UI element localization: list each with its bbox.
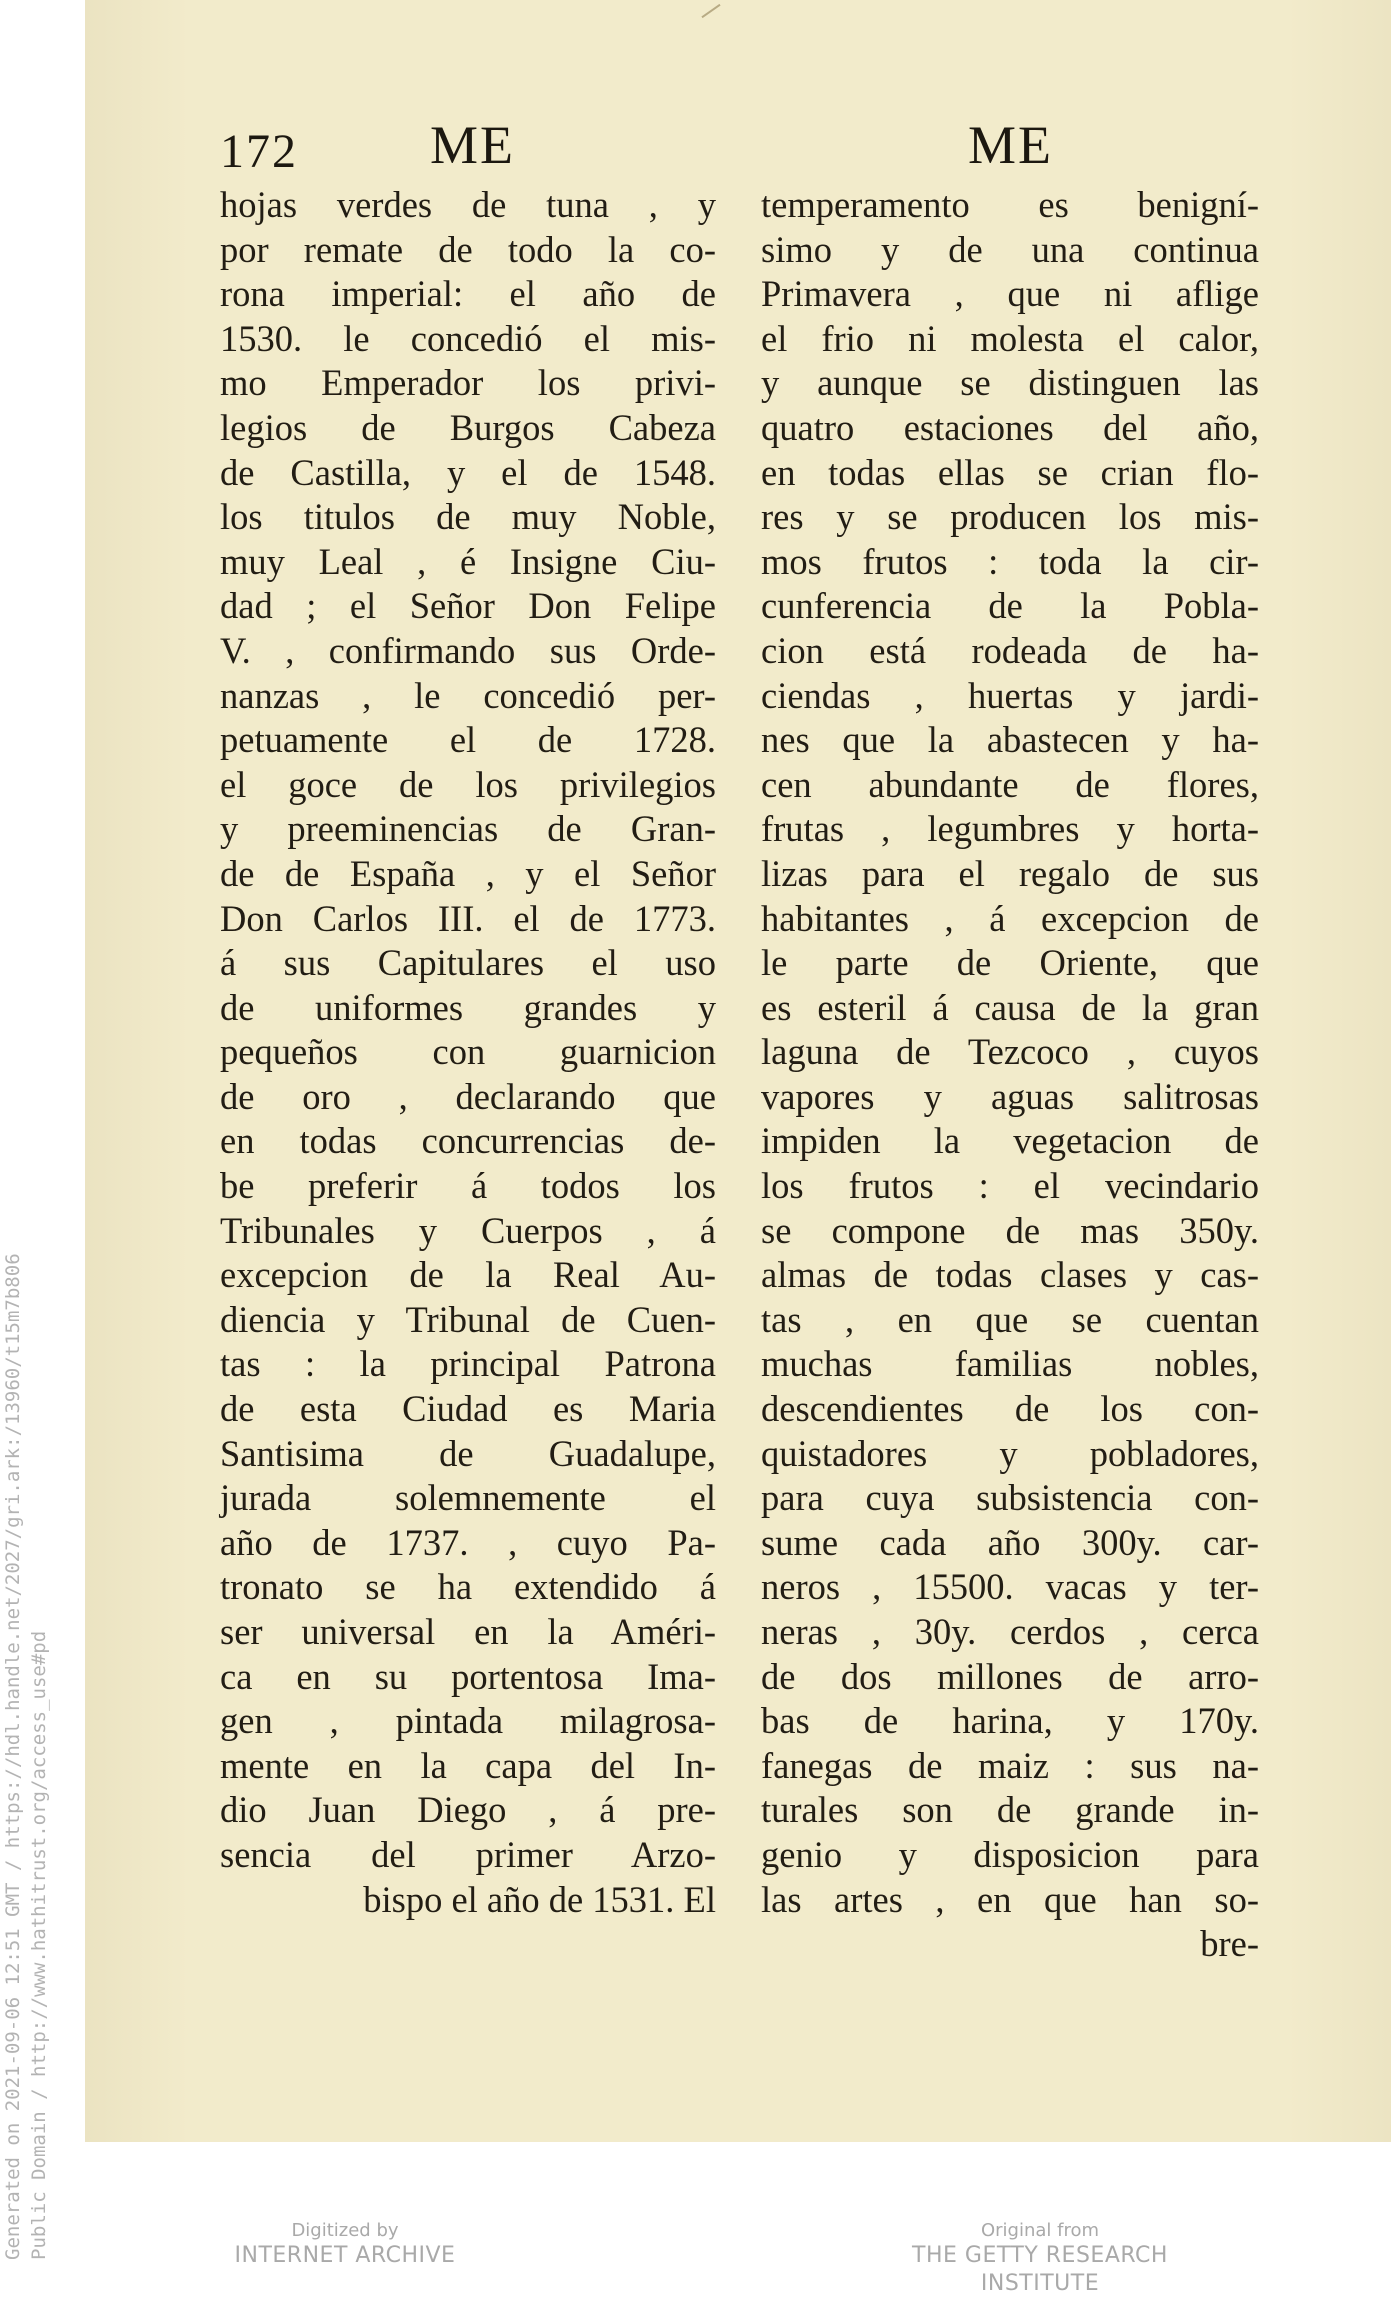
text-line: de dos millones de arro- [761, 1655, 1259, 1697]
running-header-left: ME [430, 115, 515, 175]
text-line: tas , en que se cuentan [761, 1298, 1259, 1340]
text-line: nes que la abastecen y ha- [761, 719, 1259, 761]
text-line: neras , 30y. cerdos , cerca [761, 1611, 1259, 1652]
text-line: nanzas , le concedió per- [220, 674, 716, 716]
digitized-by-label: Digitized by [291, 2220, 399, 2241]
original-from-label: Original from [980, 2220, 1100, 2241]
text-line: ciendas , huertas y jardi- [761, 674, 1259, 716]
text-line: impiden la vegetacion de [761, 1120, 1259, 1162]
text-line: be preferir á todos los [220, 1165, 716, 1207]
text-line: almas de todas clases y cas- [761, 1254, 1259, 1296]
text-line: 1530. le concedió el mis- [220, 317, 716, 359]
text-line: genio y disposicion para [761, 1833, 1259, 1875]
text-line: y preeminencias de Gran- [220, 808, 716, 850]
text-line: turales son de grande in- [761, 1789, 1259, 1831]
text-line: simo y de una continua [761, 228, 1259, 270]
text-line: á sus Capitulares el uso [220, 942, 716, 984]
text-line: fanegas de maiz : sus na- [761, 1744, 1259, 1786]
text-line: excepcion de la Real Au- [220, 1254, 716, 1296]
text-line: bas de harina, y 170y. [761, 1700, 1259, 1742]
text-line: tas : la principal Patrona [220, 1343, 716, 1385]
text-line: muchas familias nobles, [761, 1343, 1259, 1385]
text-line: diencia y Tribunal de Cuen- [220, 1298, 716, 1340]
text-line: de Castilla, y el de 1548. [220, 451, 716, 493]
text-line: año de 1737. , cuyo Pa- [220, 1521, 716, 1563]
text-line: los titulos de muy Noble, [220, 496, 716, 538]
watermark-line-rights: Public Domain / http://www.hathitrust.org/access_use#pd [28, 1630, 50, 2260]
text-line: es esteril á causa de la gran [761, 986, 1259, 1028]
text-line: frutas , legumbres y horta- [761, 808, 1259, 850]
text-line: sume cada año 300y. car- [761, 1521, 1259, 1563]
text-line: petuamente el de 1728. [220, 719, 716, 761]
text-line: vapores y aguas salitrosas [761, 1075, 1259, 1117]
text-line: cen abundante de flores, [761, 763, 1259, 805]
text-line: quistadores y pobladores, [761, 1432, 1259, 1474]
text-line: laguna de Tezcoco , cuyos [761, 1031, 1259, 1073]
text-line: de de España , y el Señor [220, 852, 716, 894]
text-line: se compone de mas 350y. [761, 1209, 1259, 1251]
text-line: para cuya subsistencia con- [761, 1477, 1259, 1519]
text-line: Tribunales y Cuerpos , á [220, 1209, 716, 1251]
hathitrust-watermark [0, 1253, 52, 2260]
text-line: Don Carlos III. el de 1773. [220, 897, 716, 939]
text-line: le parte de Oriente, que [761, 942, 1259, 984]
text-line: legios de Burgos Cabeza [220, 406, 716, 448]
text-line: hojas verdes de tuna , y [220, 184, 716, 225]
text-line: mo Emperador los privi- [220, 362, 716, 404]
text-line: rona imperial: el año de [220, 273, 716, 315]
text-line: bre- [1200, 1923, 1259, 1965]
text-line: las artes , en que han so- [761, 1878, 1259, 1920]
text-line: muy Leal , é Insigne Ciu- [220, 540, 716, 582]
text-line: sencia del primer Arzo- [220, 1833, 716, 1875]
page-number: 172 [220, 125, 298, 178]
text-line: habitantes , á excepcion de [761, 897, 1259, 939]
text-line: cion está rodeada de ha- [761, 629, 1259, 671]
text-line: pequeños con guarnicion [220, 1031, 716, 1073]
text-line: temperamento es benigní- [761, 184, 1259, 225]
text-line: jurada solemnemente el [220, 1477, 716, 1519]
text-line: en todas ellas se crian flo- [761, 451, 1259, 493]
text-line: el frio ni molesta el calor, [761, 317, 1259, 359]
text-line: cunferencia de la Pobla- [761, 585, 1259, 627]
text-line: bispo el año de 1531. El [363, 1878, 716, 1920]
text-line: mente en la capa del In- [220, 1744, 716, 1786]
text-line: neros , 15500. vacas y ter- [761, 1566, 1259, 1608]
text-line: quatro estaciones del año, [761, 406, 1259, 448]
text-line: res y se producen los mis- [761, 496, 1259, 538]
text-line: los frutos : el vecindario [761, 1165, 1259, 1207]
text-line: por remate de todo la co- [220, 228, 716, 270]
text-line: lizas para el regalo de sus [761, 852, 1259, 894]
running-header-right: ME [968, 115, 1053, 175]
left-text-column [220, 183, 716, 1922]
text-line: de esta Ciudad es Maria [220, 1388, 716, 1430]
digitized-by-credit [230, 2220, 460, 2270]
text-line: ser universal en la Améri- [220, 1611, 716, 1652]
original-from-credit [855, 2220, 1225, 2298]
text-line: Santisima de Guadalupe, [220, 1432, 716, 1474]
text-line: descendientes de los con- [761, 1388, 1259, 1430]
text-line: y aunque se distinguen las [761, 362, 1259, 404]
internet-archive-logo-text: INTERNET ARCHIVE [234, 2243, 456, 2268]
text-line: V. , confirmando sus Orde- [220, 629, 716, 671]
text-line: Primavera , que ni aflige [761, 273, 1259, 315]
text-line: en todas concurrencias de- [220, 1120, 716, 1162]
getty-logo-text: THE GETTY RESEARCH INSTITUTE [912, 2243, 1168, 2296]
text-line: gen , pintada milagrosa- [220, 1700, 716, 1742]
text-line: tronato se ha extendido á [220, 1566, 716, 1608]
text-line: dio Juan Diego , á pre- [220, 1789, 716, 1831]
text-line: de oro , declarando que [220, 1075, 716, 1117]
text-line: de uniformes grandes y [220, 986, 716, 1028]
right-text-column [761, 183, 1259, 1967]
text-line: el goce de los privilegios [220, 763, 716, 805]
watermark-line-generated: Generated on 2021-09-06 12:51 GMT / https://hdl.handle.net/2027/gri.ark:/13960/t15m7b806 [2, 1253, 24, 2260]
text-line: ca en su portentosa Ima- [220, 1655, 716, 1697]
text-line: mos frutos : toda la cir- [761, 540, 1259, 582]
text-line: dad ; el Señor Don Felipe [220, 585, 716, 627]
